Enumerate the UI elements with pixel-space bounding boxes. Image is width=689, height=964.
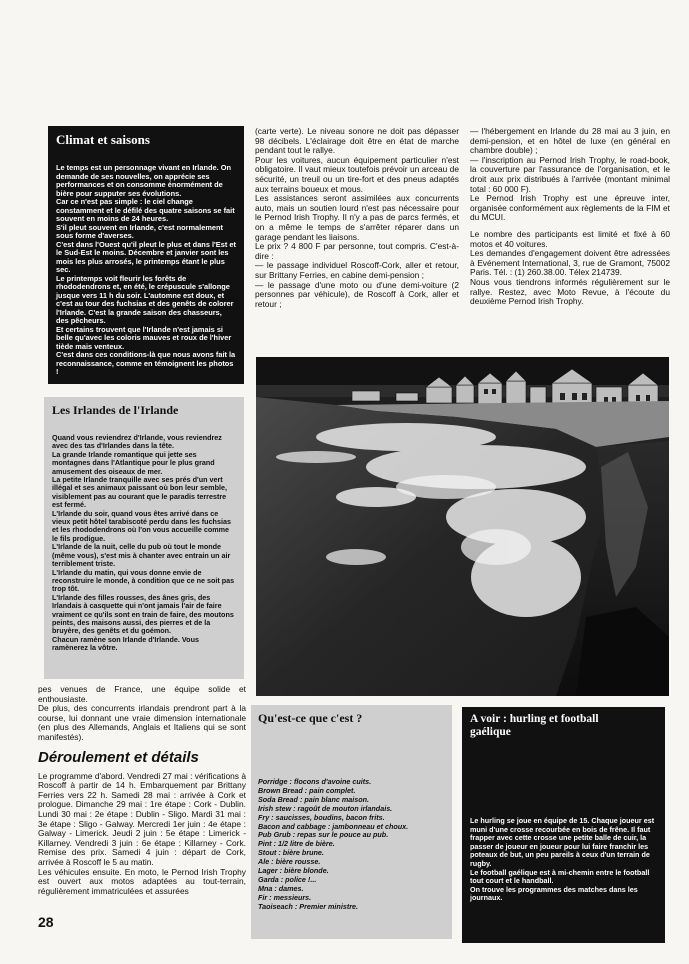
right-paragraph: — l'inscription au Pernod Irish Trophy, le road-book, la couverture par l'assurance de l'organisation, et le droit aux prix distribués à l'arrivée (montant minimal total : 60 000 F). — [470, 154, 670, 194]
left-intro-2: De plus, des concurrents irlandais prendront part à la course, lui donnant une vraie dimension internationale (en plus des Allemands, Anglais et Italiens qui se sont manifestés). — [38, 703, 246, 742]
irlandes-paragraph: L'Irlande du soir, quand vous êtes arrivé dans ce vieux petit hôtel tarabiscoté perdu dans les fuchsias et les rhododendrons où l'on vous accueille comme le fils prodigue. — [52, 508, 231, 543]
glossary-item: Lager : bière blonde. — [258, 866, 329, 876]
hurling-box — [462, 707, 665, 943]
hurling-paragraph: On trouve les programmes des matches dans les journaux. — [470, 884, 638, 903]
climat-body — [56, 164, 236, 377]
climat-paragraph: S'il pleut souvent en Irlande, c'est normalement sous forme d'averses. — [56, 222, 223, 240]
middle-paragraph: — le passage d'une moto ou d'une demi-voiture (2 personnes par véhicule), de Roscoff à Cork, aller et retour ; — [255, 279, 459, 309]
section-title: Déroulement et détails — [38, 748, 199, 766]
left-column — [38, 685, 246, 896]
right-paragraph: Nous vous tiendrons informés régulièrement sur le rallye. Restez, avec Moto Revue, à l'écoute du deuxième Pernod Irish Trophy. — [470, 276, 670, 307]
middle-paragraph: Les assistances seront assimilées aux concurrents auto, mais un soutien lourd n'est pas nécessaire pour le Pernod Irish Trophy. Il n'y a pas de parcs fermés, et on a même le temps de s'arrêter réparer dans un garage pendant les liaisons. — [255, 193, 459, 242]
middle-column — [255, 127, 459, 309]
climat-box — [48, 126, 244, 384]
hurling-title: A voir : hurling et football gaélique — [470, 713, 599, 738]
irlandes-body — [52, 434, 236, 653]
coastal-photo-image — [256, 357, 669, 696]
right-paragraph: Le nombre des participants est limité et fixé à 60 motos et 40 voitures. — [470, 228, 670, 249]
glossary-item: Bacon and cabbage : jambonneau et choux. — [258, 821, 409, 831]
glossary-item: Mna : dames. — [258, 883, 304, 893]
glossary-item: Pint : 1/2 litre de bière. — [258, 839, 335, 849]
left-intro: pes venues de France, une équipe solide et enthousiaste. — [38, 684, 246, 704]
glossary-item: Brown Bread : pain complet. — [258, 785, 356, 795]
climat-paragraph: Le temps est un personnage vivant en Irlande. On demande de ses nouvelles, on apprécie ses performances et on consomme énormément de bière pour supputer ses évolutions. — [56, 163, 231, 198]
right-paragraph: Le Pernod Irish Trophy est une épreuve inter, organisée conformément aux règlements de la FIM et du MCUI. — [470, 193, 670, 223]
glossary-item: Irish stew : ragoût de mouton irlandais. — [258, 803, 393, 813]
climat-paragraph: C'est dans l'Ouest qu'il pleut le plus et dans l'Est et le Sud-Est le moins. Décembre et janvier sont les mois les plus arrosés, le printemps étant le plus sec. — [56, 239, 236, 274]
irlandes-paragraph: La petite Irlande tranquille avec ses prés d'un vert illégal et ses animaux paissant où bon leur semble, visiblement pas au courant que le paradis terrestre est fermé. — [52, 475, 227, 510]
glossary-item: Taoiseach : Premier ministre. — [258, 901, 358, 911]
vehicles-paragraph: Les véhicules ensuite. En moto, le Pernod Irish Trophy est ouvert aux motos adaptées au tout-terrain, régulièrement immatriculées et assurées — [38, 866, 246, 896]
climat-paragraph: Car ce n'est pas simple : le ciel change constamment et le défilé des quatre saisons se fait souvent en moins de 24 heures. — [56, 197, 235, 223]
climat-paragraph: Et certains trouvent que l'Irlande n'est jamais si belle qu'avec les coloris mauves et roux de l'hiver tiède mais venteux. — [56, 324, 232, 351]
glossary-item: Soda Bread : pain blanc maison. — [258, 794, 370, 804]
right-paragraph: Les demandes d'engagement doivent être adressées à Evénement International, 3, rue de Gramont, 75002 Paris. Tél. : (1) 260.38.00. Télex 214739. — [470, 248, 670, 278]
glossary-item: Fry : saucisses, boudins, bacon frits. — [258, 812, 385, 822]
glossary-item: Porridge : flocons d'avoine cuits. — [258, 777, 372, 786]
glossary-item: Fir : messieurs. — [258, 892, 312, 902]
middle-paragraph: Pour les voitures, aucun équipement particulier n'est obligatoire. Il vaut mieux toutefois prévoir un arceau de sécurité, un treuil ou un tire-fort et des pneus adaptés aux terrains boueux et mous. — [255, 154, 459, 194]
coastal-photo — [256, 357, 669, 696]
hurling-paragraph: Le hurling se joue en équipe de 15. Chaque joueur est muni d'une crosse recourbée en bois de frêne. Il faut frapper avec cette crosse une petite balle de cuir, la passer de joueur en joueur pour lui faire franchir les poteaux de but, un peu pareils à ceux d'un terrain de rugby. — [470, 816, 655, 868]
program-paragraph: Le programme d'abord. Vendredi 27 mai : vérifications à Roscoff à partir de 14 h. Embarquement par Brittany Ferries vers 22 h. Samedi 28 mai : arrivée à Cork et prologue. Dimanche 29 mai : 1re étape : Cork - Dublin. Lundi 30 mai : 2e étape : Dublin - Sligo. Mardi 31 mai : 3e étape : Sligo - Galway. Mercredi 1er juin : 4e étape : Galway - Limerick. Jeudi 2 juin : 5e étape : Limerick - Killarney. Vendredi 3 juin : 6e étape : Killarney - Cork. Remise des prix. Samedi 4 juin : départ de Cork, arrivée à Roscoff le 5 au matin. — [38, 770, 246, 867]
glossary-list — [258, 778, 445, 912]
right-paragraph: — l'hébergement en Irlande du 28 mai au 3 juin, en demi-pension, et en hôtel de luxe (en général en chambre double) ; — [470, 126, 670, 156]
hurling-paragraph: Le football gaélique est à mi-chemin entre le football tout court et le handball. — [470, 867, 650, 886]
middle-paragraph: (carte verte). Le niveau sonore ne doit pas dépasser 98 décibels. L'éclairage doit être en état de marche pendant tout le rallye. — [255, 126, 459, 156]
glossary-item: Ale : bière rousse. — [258, 857, 321, 867]
middle-paragraph: Le prix ? 4 800 F par personne, tout compris. C'est-à-dire : — [255, 241, 459, 261]
glossary-item: Garda : police !... — [258, 874, 317, 884]
glossary-item: Pub Grub : repas sur le pouce au pub. — [258, 830, 389, 840]
hurling-body — [470, 817, 657, 903]
glossary-box — [251, 705, 452, 939]
irlandes-title: Les Irlandes de l'Irlande — [52, 403, 179, 417]
middle-paragraph: — le passage individuel Roscoff-Cork, aller et retour, sur Brittany Ferries, en cabine demi-pension ; — [255, 260, 459, 280]
irlandes-box — [44, 397, 244, 679]
irlandes-paragraph: Quand vous reviendrez d'Irlande, vous reviendrez avec des tas d'Irlandes dans la tête. — [52, 433, 222, 451]
climat-paragraph: Le printemps voit fleurir les forêts de rhododendrons et, en été, le crépuscule s'allonge jusque vers 11 h du soir. L'automne est doux, et c'est au tour des fuchsias et des genêts de colorer l'Irlande. C'est la grande saison des chasseurs, des pêcheurs. — [56, 273, 234, 325]
right-column — [470, 127, 670, 307]
irlandes-paragraph: La grande Irlande romantique qui jette ses montagnes dans l'Atlantique pour le plus grand amusement des oiseaux de mer. — [52, 449, 215, 476]
irlandes-paragraph: Chacun ramène son Irlande d'Irlande. Vous ramènerez la vôtre. — [52, 634, 199, 653]
irlandes-paragraph: L'Irlande de la nuit, celle du pub où tout le monde (même vous), s'est mis à chanter avec entrain un air terriblement triste. — [52, 542, 231, 569]
page-number: 28 — [38, 914, 54, 930]
irlandes-paragraph: L'Irlande des filles rousses, des ânes gris, des Irlandais à casquette qui n'ont jamais l'air de faire vraiment ce qu'ils sont en train de faire, des moutons peints, des maisons aussi, des pierres et de la bruyère, des genêts et du goémon. — [52, 592, 234, 636]
glossary-title: Qu'est-ce que c'est ? — [258, 711, 363, 725]
irlandes-paragraph: L'Irlande du matin, qui vous donne envie de reconstruire le monde, à condition que ce ne soit pas trop tôt. — [52, 567, 235, 594]
glossary-item: Stout : bière brune. — [258, 848, 324, 858]
climat-title: Climat et saisons — [56, 132, 150, 147]
climat-paragraph: C'est dans ces conditions-là que nous avons fait la reconnaissance, comme en témoignent les photos ! — [56, 350, 236, 376]
